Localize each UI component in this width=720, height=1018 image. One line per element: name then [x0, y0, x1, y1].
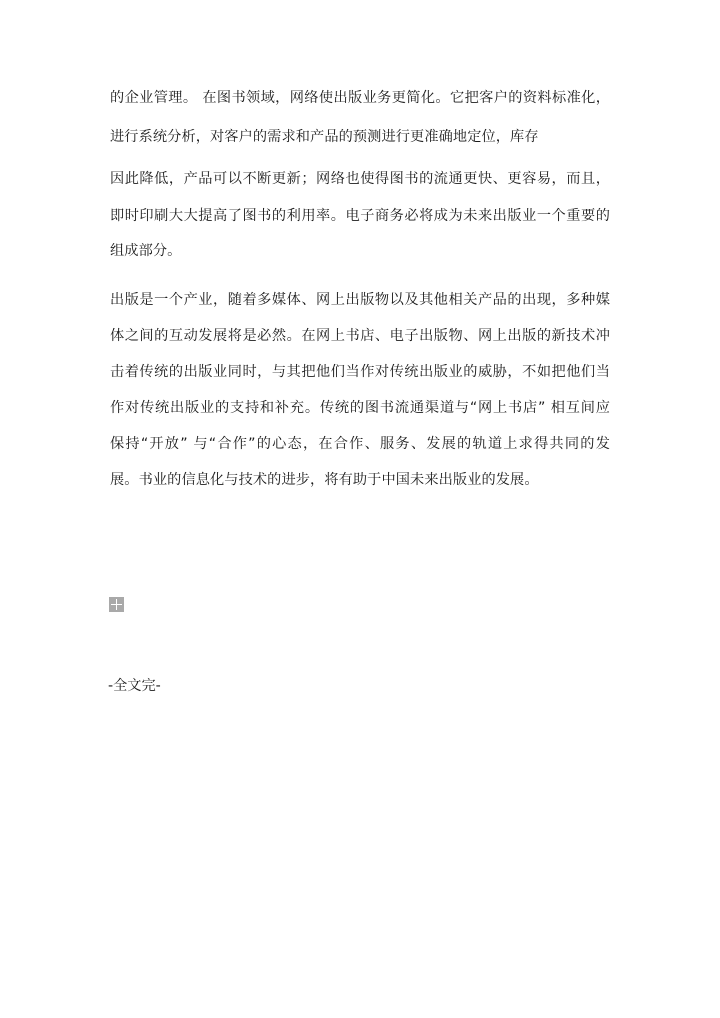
paragraph-2-line-5: 保持“开放” 与“合作”的心态，在合作、服务、发展的轨道上求得共同的发 — [110, 436, 610, 452]
paragraph-1-line-2: 进行系统分析，对客户的需求和产品的预测进行更准确地定位，库存 — [110, 129, 539, 145]
paragraph-1-line-1: 的企业管理。 在图书领域，网络使出版业务更简化。它把客户的资料标准化， — [110, 90, 610, 106]
paragraph-1-line-5: 组成部分。 — [110, 243, 182, 259]
paragraph-2-line-3: 击着传统的出版业同时，与其把他们当作对传统出版业的威胁，不如把他们当 — [110, 364, 610, 380]
paragraph-2-line-4: 作对传统出版业的支持和补充。传统的图书流通渠道与“网上书店” 相互间应 — [110, 400, 610, 416]
paragraph-2-line-1: 出版是一个产业，随着多媒体、网上出版物以及其他相关产品的出现，多种媒 — [110, 292, 610, 308]
paragraph-1-line-4: 即时印刷大大提高了图书的利用率。电子商务必将成为未来出版业一个重要的 — [110, 208, 610, 224]
paragraph-1-line-3: 因此降低，产品可以不断更新；网络也使得图书的流通更快、更容易，而且， — [110, 171, 610, 187]
paragraph-2-line-2: 体之间的互动发展将是必然。在网上书店、电子出版物、网上出版的新技术冲 — [110, 328, 610, 344]
end-of-document-marker: -全文完- — [108, 678, 161, 694]
paragraph-2-line-6: 展。书业的信息化与技术的进步，将有助于中国未来出版业的发展。 — [110, 472, 539, 488]
move-handle-icon[interactable] — [109, 597, 124, 612]
